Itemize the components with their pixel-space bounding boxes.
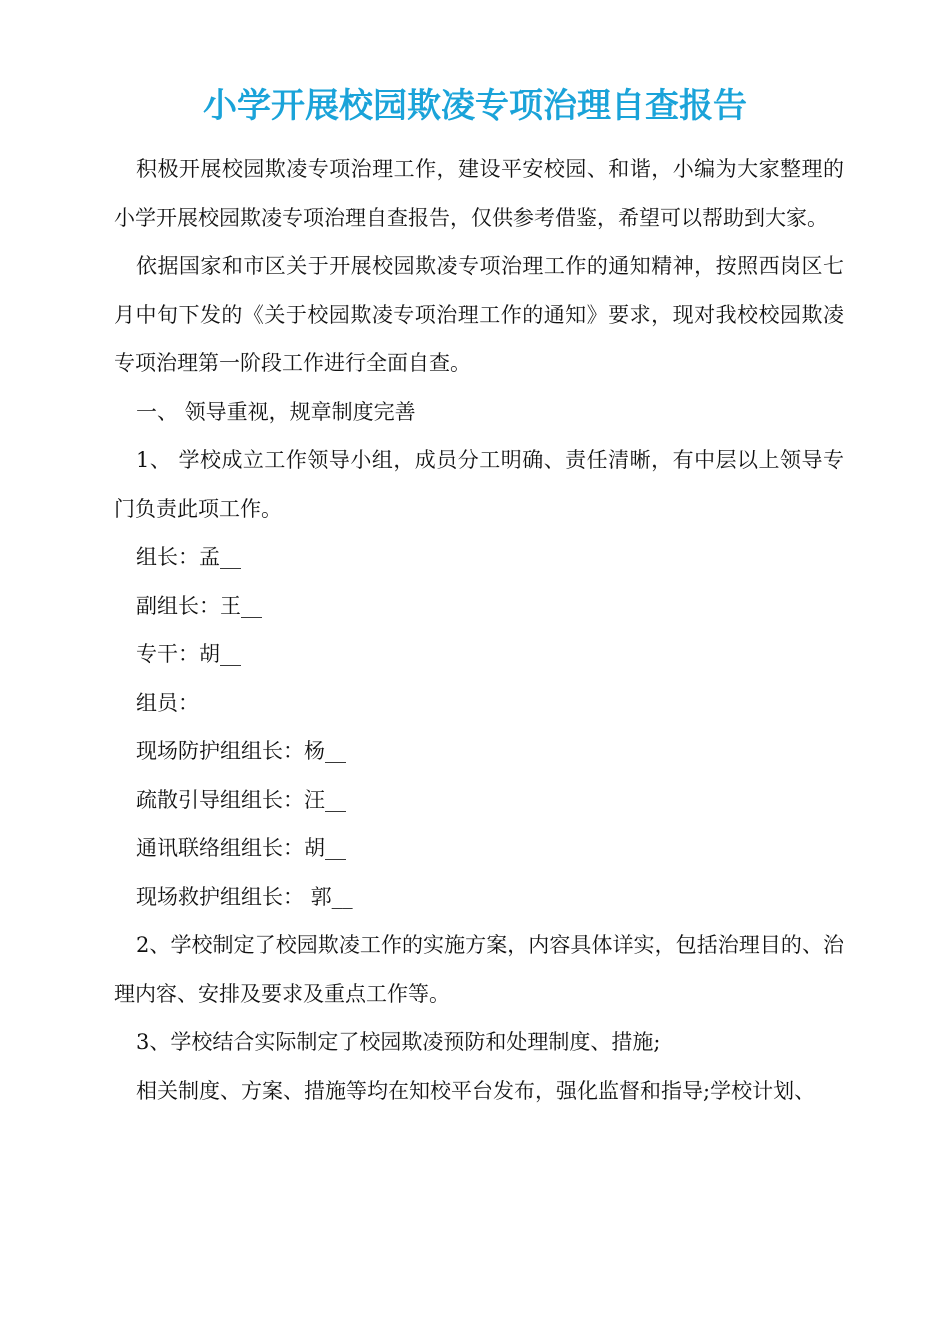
basis-paragraph: 依据国家和市区关于开展校园欺凌专项治理工作的通知精神，按照西岗区七月中旬下发的《关于校园欺凌专项治理工作的通知》要求，现对我校校园欺凌专项治理第一阶段工作进行全面自查。 [114,254,844,375]
members-label-line: 组员： [136,690,199,715]
communication-group-line: 通讯联络组组长：胡__ [136,836,346,860]
rescue-group-line: 现场救护组组长： 郭__ [136,884,353,909]
intro-paragraph: 积极开展校园欺凌专项治理工作，建设平安校园、和谐，小编为大家整理的小学开展校园欺凌专项治理自查报告，仅供参考借鉴，希望可以帮助到大家。 [114,157,844,230]
team-leader-line: 组长：孟__ [136,545,241,569]
deputy-leader-line: 副组长：王__ [136,593,262,618]
publication-paragraph: 相关制度、方案、措施等均在知校平台发布，强化监督和指导;学校计划、 [136,1078,816,1103]
staff-line: 专干：胡__ [136,642,241,666]
protection-group-line: 现场防护组组长：杨__ [136,739,346,763]
item-1-paragraph: 1、 学校成立工作领导小组，成员分工明确、责任清晰，有中层以上领导专门负责此项工作。 [114,448,844,521]
item-2-paragraph: 2、学校制定了校园欺凌工作的实施方案，内容具体详实，包括治理目的、治理内容、安排及要求及重点工作等。 [114,933,844,1006]
section-heading-1: 一、 领导重视，规章制度完善 [136,399,416,424]
document-body [114,145,844,1115]
document-title: 小学开展校园欺凌专项治理自查报告 [203,86,747,126]
evacuation-group-line: 疏散引导组组长：汪__ [136,787,346,812]
item-3-paragraph: 3、学校结合实际制定了校园欺凌预防和处理制度、措施; [136,1030,661,1054]
